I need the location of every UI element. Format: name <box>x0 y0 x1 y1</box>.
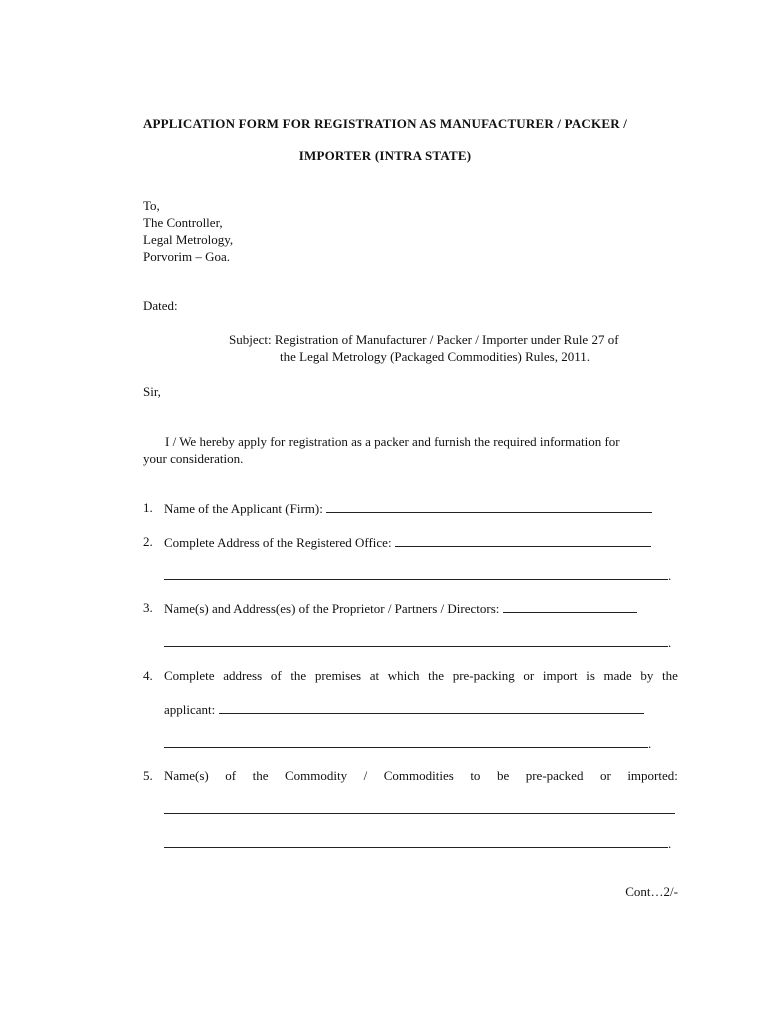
premises-field-1[interactable] <box>219 701 644 714</box>
commodities-field-1[interactable] <box>164 801 675 814</box>
label-word: pre-packing <box>452 668 515 683</box>
period: . <box>668 568 672 583</box>
label-word: import <box>542 668 578 683</box>
label-word: Complete <box>164 668 215 683</box>
item-number: 4. <box>143 668 153 683</box>
address-line: Porvorim – Goa. <box>143 249 231 264</box>
label-word: Commodities <box>383 768 454 783</box>
label-word: of <box>270 668 282 683</box>
item-number: 5. <box>143 768 153 783</box>
registered-office-line-2 <box>164 567 671 584</box>
continuation-note: Cont…2/- <box>625 884 678 899</box>
item-label <box>164 534 651 551</box>
form-title-line-2: IMPORTER (INTRA STATE) <box>298 148 472 163</box>
label-word: to <box>470 768 481 783</box>
label-word: Name(s) <box>164 768 209 783</box>
label-word: the <box>252 768 269 783</box>
intro-line-2: your consideration. <box>143 451 244 466</box>
label-word: or <box>599 768 611 783</box>
address-line: The Controller, <box>143 215 223 230</box>
applicant-label: applicant: <box>164 702 216 717</box>
premises-line-2 <box>164 701 644 718</box>
label-word: at <box>369 668 380 683</box>
label-word: or <box>523 668 535 683</box>
commodities-line-2 <box>164 801 675 818</box>
period: . <box>668 836 672 851</box>
label-word: which <box>387 668 420 683</box>
registered-office-field-2[interactable] <box>164 567 668 580</box>
recipient-address <box>143 197 233 265</box>
proprietors-field-1[interactable] <box>503 600 637 613</box>
label-word: imported: <box>627 768 678 783</box>
address-line: To, <box>143 198 160 213</box>
registered-office-field-1[interactable] <box>395 534 651 547</box>
premises-field-2[interactable] <box>164 735 648 748</box>
label-word: be <box>496 768 510 783</box>
label-word: the <box>290 668 307 683</box>
label-word: pre-packed <box>525 768 584 783</box>
label-word: address <box>223 668 263 683</box>
commodities-label <box>164 768 678 784</box>
registered-office-label: Complete Address of the Registered Office: <box>164 535 392 550</box>
label-word: is <box>586 668 595 683</box>
label-word: of <box>225 768 237 783</box>
label-word: made <box>603 668 632 683</box>
period: . <box>668 635 672 650</box>
subject-line-1: Subject: Registration of Manufacturer / Packer / Importer under Rule 27 of <box>229 332 619 347</box>
label-word: the <box>661 668 678 683</box>
address-line: Legal Metrology, <box>143 232 234 247</box>
item-number: 2. <box>143 534 153 549</box>
intro-line-1: I / We hereby apply for registration as a packer and furnish the required information for <box>165 434 620 449</box>
intro-paragraph <box>143 433 678 467</box>
label-word: the <box>428 668 445 683</box>
item-number: 3. <box>143 600 153 615</box>
subject-block <box>229 331 619 365</box>
premises-label <box>164 668 678 684</box>
label-word: premises <box>314 668 362 683</box>
proprietors-label: Name(s) and Address(es) of the Proprietor / Partners / Directors: <box>164 601 500 616</box>
period: . <box>648 736 652 751</box>
item-label <box>164 500 652 517</box>
salutation: Sir, <box>143 384 161 399</box>
premises-line-3 <box>164 735 651 752</box>
applicant-name-label: Name of the Applicant (Firm): <box>164 501 323 516</box>
commodities-line-3 <box>164 835 671 852</box>
label-word: / <box>363 768 368 783</box>
proprietors-line-2 <box>164 634 671 651</box>
item-label <box>164 600 637 617</box>
dated-label: Dated: <box>143 298 178 313</box>
applicant-name-field[interactable] <box>326 500 652 513</box>
subject-line-2: the Legal Metrology (Packaged Commodities) Rules, 2011. <box>280 349 591 364</box>
commodities-field-2[interactable] <box>164 835 668 848</box>
form-title-line-1: APPLICATION FORM FOR REGISTRATION AS MANUFACTURER / PACKER / <box>142 116 628 131</box>
label-word: Commodity <box>285 768 348 783</box>
proprietors-field-2[interactable] <box>164 634 668 647</box>
label-word: by <box>640 668 654 683</box>
item-number: 1. <box>143 500 153 515</box>
